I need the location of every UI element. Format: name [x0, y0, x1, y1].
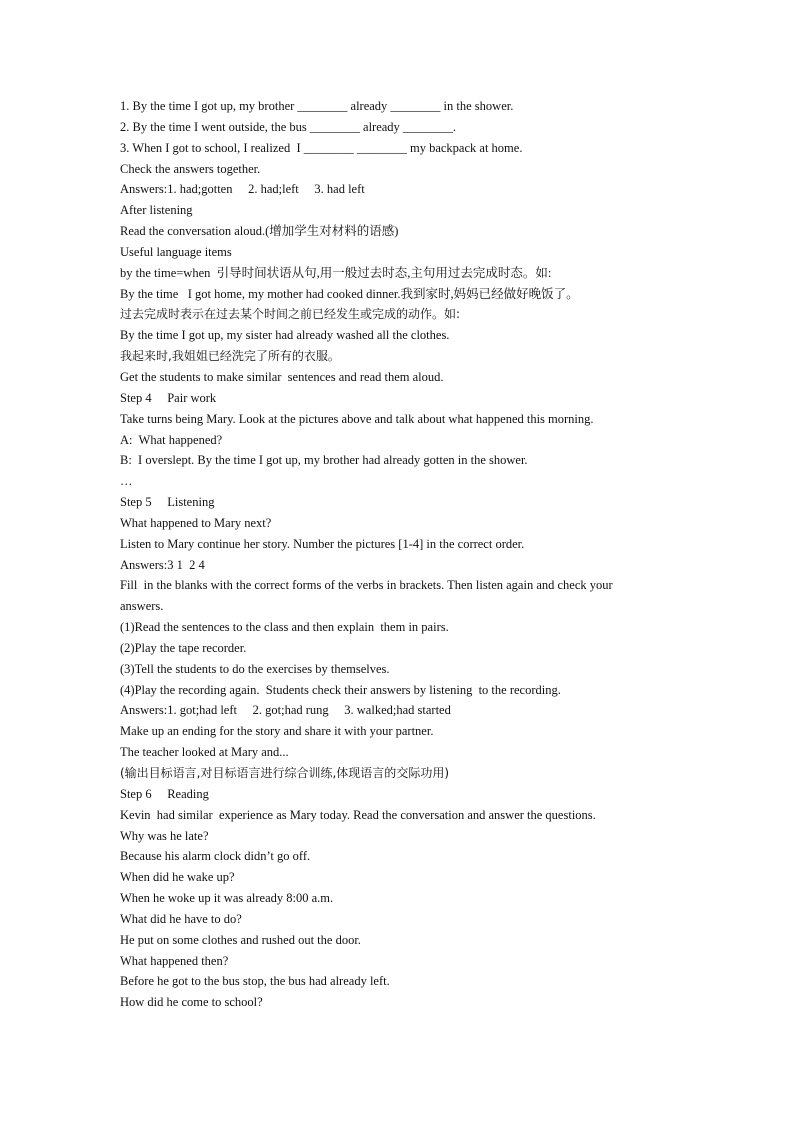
- instruction-line: Make up an ending for the story and share it with your partner.: [120, 724, 434, 739]
- question-line: When did he wake up?: [120, 870, 235, 885]
- example-sentence: By the time I got up, my sister had already washed all the clothes.: [120, 328, 450, 343]
- exercise-line-3: 3. When I got to school, I realized I ________ ________ my backpack at home.: [120, 140, 523, 155]
- translation-line: 我起来时,我姐姐已经洗完了所有的衣服。: [120, 349, 340, 364]
- exercise-line-1: 1. By the time I got up, my brother ________ already ________ in the shower.: [120, 99, 514, 113]
- answer-line: Before he got to the bus stop, the bus had already left.: [120, 974, 390, 989]
- example-sentence: By the time I got home, my mother had cooked dinner.我到家时,妈妈已经做好晚饭了。: [120, 286, 579, 301]
- teaching-note-line: (输出目标语言,对目标语言进行综合训练,体现语言的交际功用): [120, 766, 449, 780]
- answers-line: Answers:1. got;had left 2. got;had rung 3. walked;had started: [120, 703, 451, 718]
- procedure-line: (4)Play the recording again. Students check their answers by listening to the recording.: [120, 682, 561, 697]
- instruction-line: answers.: [120, 599, 164, 614]
- step-heading: Step 6 Reading: [120, 786, 209, 801]
- procedure-line: (1)Read the sentences to the class and then explain them in pairs.: [120, 620, 449, 635]
- question-line: What happened to Mary next?: [120, 515, 272, 530]
- answer-line: Because his alarm clock didn’t go off.: [120, 849, 311, 864]
- instruction-line: Read the conversation aloud.(增加学生对材料的语感): [120, 224, 399, 239]
- document-page: [120, 96, 720, 1013]
- instruction-line: Check the answers together.: [120, 161, 261, 176]
- instruction-line: Fill in the blanks with the correct forms of the verbs in brackets. Then listen again and check your: [120, 578, 613, 593]
- instruction-line: Get the students to make similar sentences and read them aloud.: [120, 369, 444, 384]
- instruction-line: Kevin had similar experience as Mary today. Read the conversation and answer the questions.: [120, 807, 596, 822]
- story-line: The teacher looked at Mary and...: [120, 745, 289, 760]
- answer-line: When he woke up it was already 8:00 a.m.: [120, 891, 334, 906]
- answer-line: He put on some clothes and rushed out the door.: [120, 932, 361, 947]
- answers-line: Answers:3 1 2 4: [120, 557, 205, 572]
- instruction-line: Take turns being Mary. Look at the pictures above and talk about what happened this morning.: [120, 411, 594, 426]
- ellipsis-line: …: [120, 474, 133, 489]
- dialogue-line: B: I overslept. By the time I got up, my brother had already gotten in the shower.: [120, 453, 528, 468]
- procedure-line: (3)Tell the students to do the exercises by themselves.: [120, 661, 390, 676]
- instruction-line: Listen to Mary continue her story. Number the pictures [1-4] in the correct order.: [120, 536, 525, 551]
- grammar-note-line: by the time=when 引导时间状语从句,用一般过去时态,主句用过去完成时态。如:: [120, 265, 552, 280]
- dialogue-line: A: What happened?: [120, 432, 223, 447]
- section-heading: After listening: [120, 203, 193, 218]
- exercise-line-2: 2. By the time I went outside, the bus ________ already ________.: [120, 119, 457, 134]
- question-line: Why was he late?: [120, 828, 209, 843]
- answers-line: Answers:1. had;gotten 2. had;left 3. had left: [120, 182, 365, 197]
- procedure-line: (2)Play the tape recorder.: [120, 640, 247, 655]
- section-heading: Useful language items: [120, 244, 232, 259]
- question-line: What happened then?: [120, 953, 229, 968]
- grammar-note-line: 过去完成时表示在过去某个时间之前已经发生或完成的动作。如:: [120, 307, 461, 322]
- question-line: How did he come to school?: [120, 995, 263, 1010]
- step-heading: Step 5 Listening: [120, 495, 215, 510]
- step-heading: Step 4 Pair work: [120, 390, 217, 405]
- question-line: What did he have to do?: [120, 911, 242, 926]
